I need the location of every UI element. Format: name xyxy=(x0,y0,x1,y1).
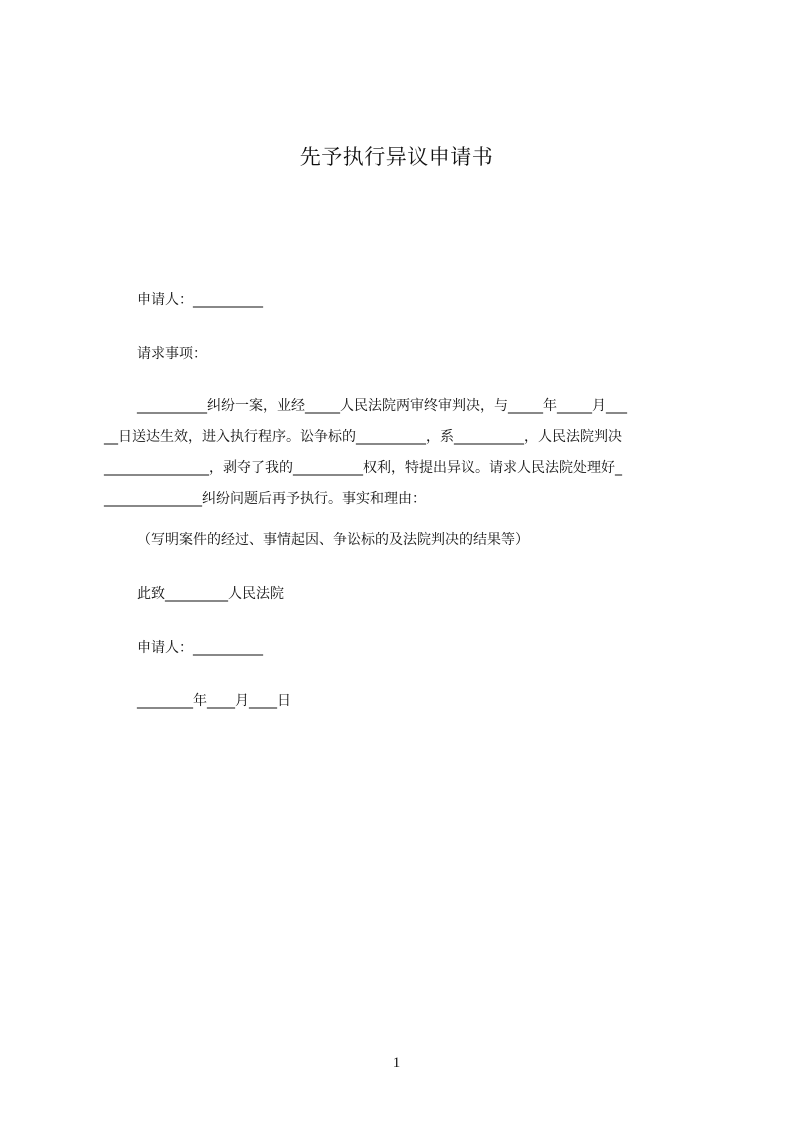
request-heading: 请求事项： xyxy=(137,346,207,362)
body-line: __________纠纷一案，业经_____人民法院两审终审判决，与_____年_____月___ xyxy=(137,398,627,414)
applicant-line: 申请人：__________ xyxy=(137,292,263,308)
signature-line: 申请人：__________ xyxy=(137,640,263,656)
request-body xyxy=(104,396,704,520)
body-line: ______________纠纷问题后再予执行。事实和理由： xyxy=(104,491,426,507)
body-line: __日送达生效，进入执行程序。讼争标的__________，系__________，人民法院判决 xyxy=(104,429,622,445)
page-number: 1 xyxy=(392,1055,401,1071)
body-line: _______________，剥夺了我的__________权利，特提出异议。请求人民法院处理好_ xyxy=(104,460,622,476)
date-line: ________年____月____日 xyxy=(137,693,291,709)
document-title: 先予执行异议申请书 xyxy=(299,145,494,169)
addressee-line: 此致_________人民法院 xyxy=(137,586,284,602)
facts-note: （写明案件的经过、事情起因、争讼标的及法院判决的结果等） xyxy=(137,532,529,548)
